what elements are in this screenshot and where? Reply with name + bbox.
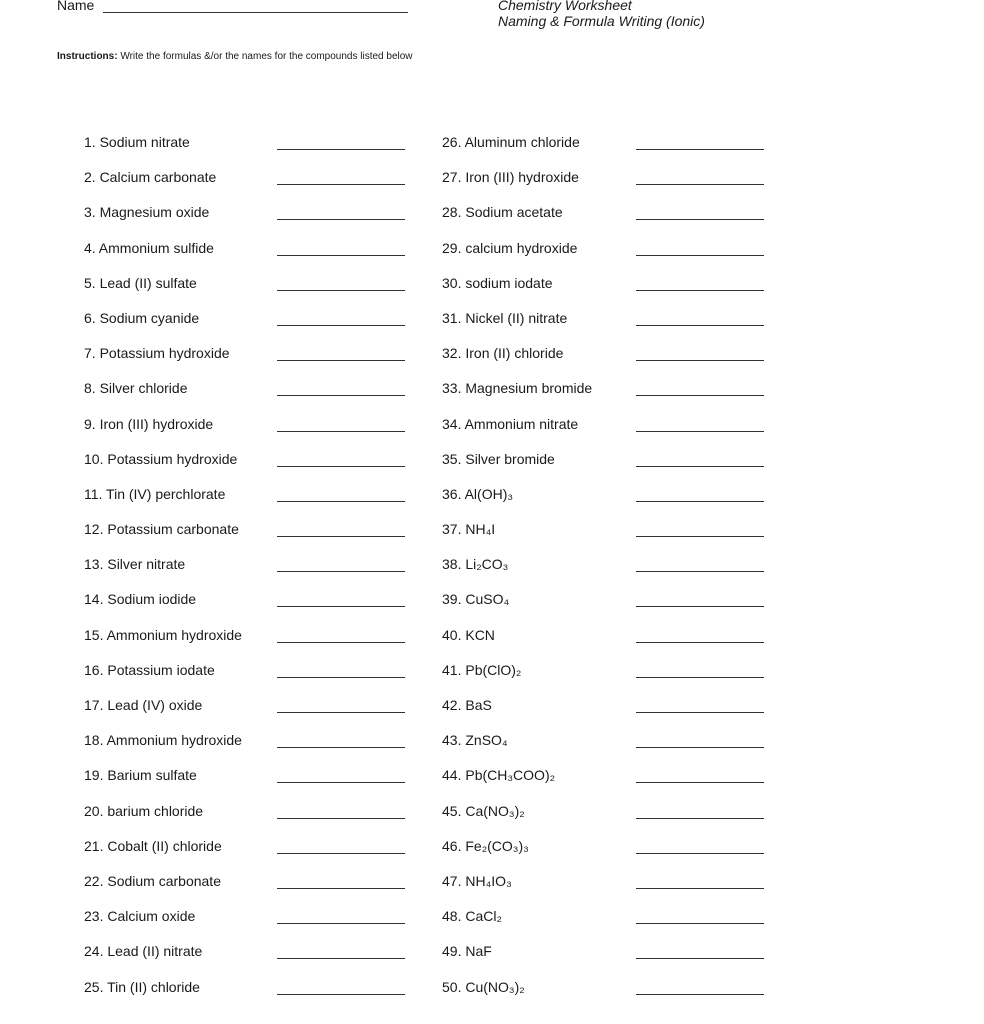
answer-line[interactable] [636,255,764,256]
answer-line[interactable] [277,818,405,819]
answer-line[interactable] [277,184,405,185]
answer-line[interactable] [277,431,405,432]
question-label: 43. ZnSO₄ [442,732,508,749]
worksheet-title: Chemistry Worksheet [498,0,632,13]
question-label: 18. Ammonium hydroxide [84,732,242,749]
question-label: 48. CaCl₂ [442,908,502,925]
answer-line[interactable] [277,255,405,256]
question-label: 42. BaS [442,697,492,713]
question-label: 8. Silver chloride [84,380,188,397]
question-label: 41. Pb(ClO)₂ [442,661,522,678]
question-label: 24. Lead (II) nitrate [84,943,203,960]
title-block [498,0,705,29]
question-label: 7. Potassium hydroxide [84,345,230,362]
question-label: 34. Ammonium nitrate [442,415,579,432]
answer-line[interactable] [277,501,405,502]
answer-line[interactable] [277,219,405,220]
question-label: 19. Barium sulfate [84,767,197,784]
answer-line[interactable] [636,712,764,713]
question-label: 40. KCN [442,626,495,643]
answer-line[interactable] [636,677,764,678]
question-label: 3. Magnesium oxide [84,204,210,221]
answer-line[interactable] [277,571,405,572]
answer-line[interactable] [636,994,764,995]
question-label: 49. NaF [442,943,492,960]
answer-line[interactable] [636,923,764,924]
question-label: 4. Ammonium sulfide [84,239,214,256]
question-label: 39. CuSO₄ [442,591,510,608]
question-label: 11. Tin (IV) perchlorate [84,485,226,502]
answer-line[interactable] [636,747,764,748]
answer-line[interactable] [277,853,405,854]
question-label: 45. Ca(NO₃)₂ [442,802,525,819]
answer-line[interactable] [636,958,764,959]
name-field[interactable] [103,12,408,13]
answer-line[interactable] [277,712,405,713]
answer-line[interactable] [277,958,405,959]
question-label: 33. Magnesium bromide [442,380,593,397]
name-label: Name [57,0,95,13]
answer-line[interactable] [636,782,764,783]
question-label: 29. calcium hydroxide [442,239,578,256]
answer-line[interactable] [277,536,405,537]
answer-line[interactable] [277,782,405,783]
question-label: 28. Sodium acetate [442,204,563,221]
answer-line[interactable] [636,536,764,537]
question-label: 2. Calcium carbonate [84,169,217,186]
answer-line[interactable] [636,606,764,607]
answer-line[interactable] [277,923,405,924]
question-label: 47. NH₄IO₃ [442,872,512,889]
answer-line[interactable] [277,677,405,678]
question-label: 12. Potassium carbonate [84,521,239,538]
instructions [57,51,413,62]
answer-line[interactable] [277,466,405,467]
question-label: 16. Potassium iodate [84,661,215,678]
question-label: 27. Iron (III) hydroxide [442,169,579,186]
answer-line[interactable] [636,184,764,185]
answer-line[interactable] [636,853,764,854]
answer-line[interactable] [277,360,405,361]
answer-line[interactable] [636,888,764,889]
answer-line[interactable] [636,642,764,643]
answer-line[interactable] [636,571,764,572]
question-label: 37. NH₄I [442,521,496,538]
question-label: 23. Calcium oxide [84,908,196,925]
question-label: 31. Nickel (II) nitrate [442,309,568,326]
question-label: 35. Silver bromide [442,450,555,467]
question-label: 13. Silver nitrate [84,556,186,573]
answer-line[interactable] [277,747,405,748]
answer-line[interactable] [636,818,764,819]
question-label: 30. sodium iodate [442,274,553,291]
answer-line[interactable] [636,466,764,467]
instructions-lead: Instructions: [57,51,118,62]
question-label: 1. Sodium nitrate [84,134,190,150]
answer-line[interactable] [277,395,405,396]
question-label: 32. Iron (II) chloride [442,345,564,362]
instructions-text: Write the formulas &/or the names for the compounds listed below [117,51,413,62]
answer-line[interactable] [277,994,405,995]
question-label: 50. Cu(NO₃)₂ [442,978,525,995]
answer-line[interactable] [636,219,764,220]
question-label: 44. Pb(CH₃COO)₂ [442,767,556,784]
question-label: 6. Sodium cyanide [84,309,200,326]
answer-line[interactable] [277,888,405,889]
question-label: 9. Iron (III) hydroxide [84,415,214,432]
answer-line[interactable] [636,149,764,150]
answer-line[interactable] [636,290,764,291]
answer-line[interactable] [277,290,405,291]
question-label: 17. Lead (IV) oxide [84,697,203,713]
question-label: 14. Sodium iodide [84,591,197,608]
answer-line[interactable] [277,606,405,607]
answer-line[interactable] [636,431,764,432]
question-label: 22. Sodium carbonate [84,872,221,889]
answer-line[interactable] [636,395,764,396]
question-label: 38. Li₂CO₃ [442,556,509,573]
question-label: 10. Potassium hydroxide [84,450,238,467]
answer-line[interactable] [277,642,405,643]
question-label: 20. barium chloride [84,802,204,819]
question-label: 15. Ammonium hydroxide [84,626,242,643]
answer-line[interactable] [277,325,405,326]
question-label: 5. Lead (II) sulfate [84,274,197,291]
question-label: 26. Aluminum chloride [442,134,580,150]
worksheet-subtitle: Naming & Formula Writing (Ionic) [498,13,705,29]
question-label: 36. Al(OH)₃ [442,485,514,502]
question-label: 25. Tin (II) chloride [84,978,200,995]
answer-line[interactable] [277,149,405,150]
question-label: 46. Fe₂(CO₃)₃ [442,837,529,854]
answer-line[interactable] [636,501,764,502]
question-label: 21. Cobalt (II) chloride [84,837,222,854]
answer-line[interactable] [636,360,764,361]
answer-line[interactable] [636,325,764,326]
